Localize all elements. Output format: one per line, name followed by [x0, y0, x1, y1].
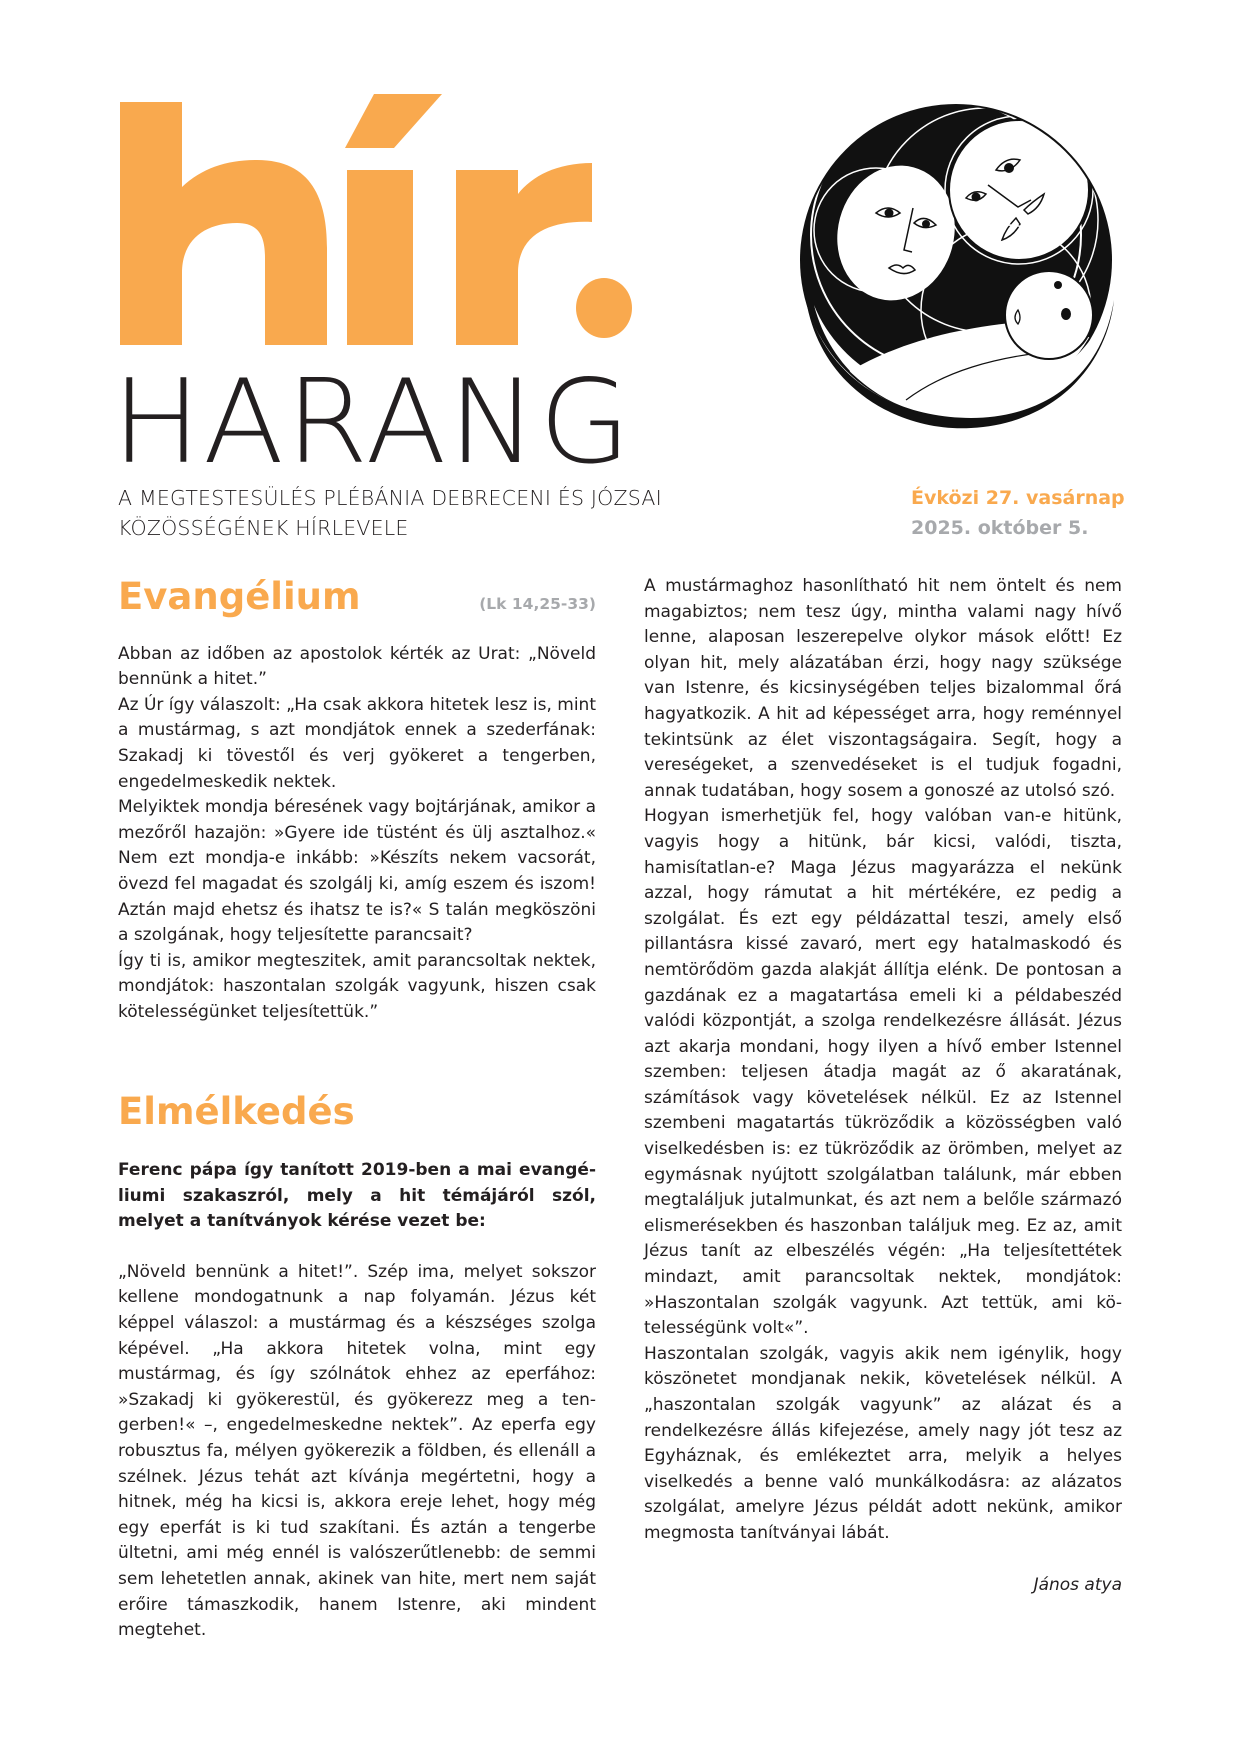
reflection-paragraph: Haszontalan szolgák, vagyis akik nem igénylik, hogy köszönetet mondjanak nekik, követelések nélkül. A „haszontalan szolgák vagyunk” az alázat és a rendelkezésre állás kifejezése, amely nagy jót tesz az Egyháznak, és emlékeztet arra, melyik a helyes viselkedés a benne való munkálkodásra: az alázatos szolgálat, amelyre Jézus példát adott nekünk, amikor megmosta tanítványai lábát. [644, 1343, 1122, 1543]
holy-family-emblem-icon [796, 100, 1118, 432]
logo-hir [112, 88, 632, 348]
author-signature: János atya [1033, 1574, 1122, 1595]
reflection-paragraph: A mustármaghoz hasonlítható hit nem öntelt és nem magabiztos; nem tesz úgy, mintha valami nagy hívő lenne, alaposan leszerepelve olykor mások előtt! Ez olyan hit, mely alázatában érzi, hogy nagy szüksége van Istenre, és kicsinységében teljes bizalommal őrá hagyatkozik. A hit ad képességet arra, hogy reménnyel tekintsünk az élet viszontagságaira. Segít, hogy a vereségeket, a szenvedéseket is el tudjuk fogadni, annak tudatában, hogy sosem a gonoszé az utolsó szó. [644, 576, 1122, 801]
gospel-section [118, 575, 596, 1026]
reflection-paragraph: „Növeld bennünk a hitet!”. Szép ima, melyet sokszor kellene mondogatnunk a nap folyamán. Jézus két képpel válaszol: a mustármag és a készséges szolga képével. „Ha akkora hitetek volna, mint egy mustármag, és így szólnátok ehhez az eperfához: »Szakadj ki gyökerestül, és gyökerezz meg a tengerben!« –, engedelmeskedne nektek”. Az eperfa egy robusztus fa, mélyen gyökerezik a földben, és ellenáll a szélnek. Jézus tehát azt kívánja megértetni, hogy a hitnek, még ha kicsi is, akkora ereje lehet, hogy még egy eperfát is ki tud szakítani. És aztán a tengerbe ültetni, ami még ennél is valószerűtlenebb: de semmi sem lehetetlen annak, akinek van hite, mert nem saját erőire támaszkodik, hanem Istenre, aki mindent megtehet. [118, 1261, 596, 1641]
reflection-intro: Ferenc pápa így tanított 2019-ben a mai evangéliumi szakaszról, mely a hit témájáról szól, melyet a tanítványok kérése vezet be: [118, 1160, 596, 1232]
reflection-paragraph: Hogyan ismerhetjük fel, hogy valóban van-e hitünk, vagyis hogy a hitünk, bár kicsi, valódi, tiszta, hamisítatlan-e? Maga Jézus magyarázza el nekünk azzal, hogy rámutat a hit mértékére, ez pedig a szolgálat. És ezt egy példázattal teszi, amely első pillantásra kissé zavaró, mert egy hatalmaskodó és nemtörődöm gazda alakját állítja elénk. De pontosan a gazdának ez a magatartása emeli ki a példabeszéd valódi központját, a szolga rendelkezésre állását. Jézus azt akarja mondani, hogy ilyen a hívő ember Istennel szemben: teljesen átadja magát az ő akaratának, számítások vagy követelések nélkül. Ez az Istennel szembeni magatartás tükröződik a közösségben való viselkedésben is: ez tükröződik az örömben, melyet az egymásnak nyújtott szolgálatban találunk, már ebben megtaláljuk jutalmunkat, és azt nem a belőle származó elismerésekben és haszonban találjuk meg. Ez az, amit Jézus tanít az elbeszélés végén: „Ha teljesítettétek mindazt, amit parancsoltak nektek, mondjátok: »Haszontalan szolgák vagyunk. Azt tettük, ami kötelességünk volt«”. [644, 806, 1122, 1339]
issue-date: 2025. október 5. [911, 517, 1089, 539]
gospel-title: Evangélium [118, 575, 361, 618]
issue-date-block [911, 483, 1141, 543]
subtitle-line-2: KÖZÖSSÉGÉNEK HÍRLEVELE [118, 516, 409, 540]
reflection-title: Elmélkedés [118, 1090, 355, 1133]
gospel-paragraph: Melyiktek mondja béresének vagy bojtárjának, amikor a mezőről hazajön: »Gyere ide tüstént és ülj asztalhoz.« Nem ezt mondja-e inkább: »Készíts nekem vacsorát, övezd fel magadat és szolgálj ki, amíg eszem és iszom! Aztán majd ehetsz és ihatsz te is?« S talán megköszöni a szolgának, hogy teljesítette parancsait? [118, 797, 596, 946]
reflection-section [118, 1090, 596, 1644]
gospel-reference: (Lk 14,25-33) [479, 595, 596, 613]
reflection-continued [644, 574, 1122, 1598]
gospel-paragraph: Az Úr így válaszolt: „Ha csak akkora hitetek lesz is, mint a mustármag, s azt mondjátok ennek a szederfának: Szakadj ki tövestől és verj gyökeret a tengerben, engedelmeskedik nektek. [118, 694, 596, 792]
newsletter-subtitle [118, 483, 768, 543]
gospel-paragraph: Így ti is, amikor megteszitek, amit parancsoltak nektek, mondjátok: haszontalan szolgák vagyunk, hiszen csak kötelességünket teljesítettük.” [118, 950, 596, 1022]
gospel-paragraph: Abban az időben az apostolok kérték az Urat: „Növeld bennünk a hitet.” [118, 643, 596, 690]
liturgical-day: Évközi 27. vasárnap [911, 487, 1125, 509]
logo-hir-wordmark-icon [112, 88, 632, 348]
logo-harang: HARANG [112, 355, 633, 490]
subtitle-line-1: A MEGTESTESÜLÉS PLÉBÁNIA DEBRECENI ÉS JÓZSAI [118, 486, 662, 510]
